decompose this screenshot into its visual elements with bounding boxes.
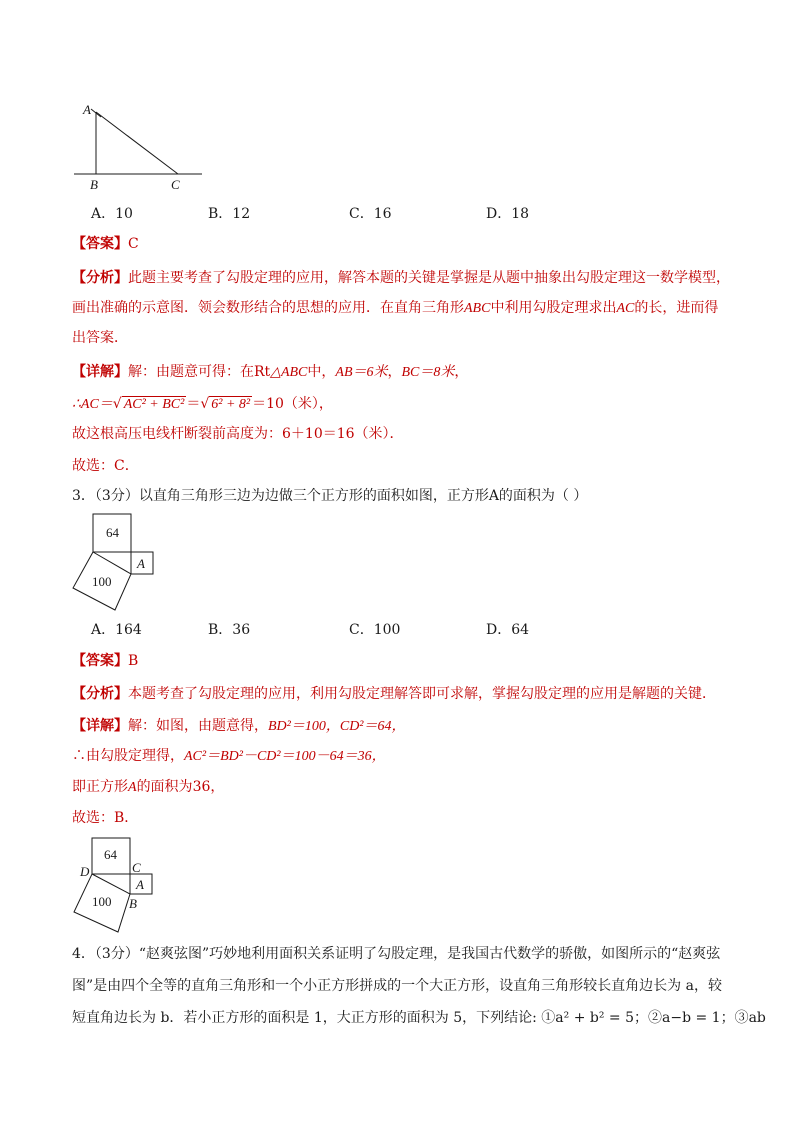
detail-text: 的面积为 xyxy=(136,779,193,795)
math-ac: AC xyxy=(616,301,635,316)
q3-detail-1 xyxy=(72,716,406,737)
label-64: 64 xyxy=(106,525,119,540)
sqrt-expression: 6² + 8² xyxy=(211,397,251,412)
q2-detail-4: 故选：C． xyxy=(72,458,139,474)
math-bc: BC＝8米 xyxy=(401,365,455,380)
math-abc: ABC xyxy=(464,301,491,316)
analysis-text: 画出准确的示意图．领会数形结合的思想的应用．在直角三角形 xyxy=(72,300,464,316)
q3-option-a: A．164 xyxy=(91,622,142,638)
answer-tag: 【答案】 xyxy=(72,236,128,252)
q2-answer xyxy=(72,234,139,254)
q3-detail-3 xyxy=(72,777,224,798)
detail-tag: 【详解】 xyxy=(72,718,128,734)
q2-analysis-3: 出答案． xyxy=(72,330,128,346)
q2-option-c: C．16 xyxy=(349,206,392,222)
label-64: 64 xyxy=(104,847,117,862)
q4-line-2: 图”是由四个全等的直角三角形和一个小正方形拼成的一个大正方形，设直角三角形较长直角边长为 a，较 xyxy=(72,978,722,994)
detail-value: 36 xyxy=(192,779,211,795)
q4-line-3: 短直角边长为 b．若小正方形的面积是 1，大正方形的面积为 5，下列结论: ①a² + b² = 5；②a−b = 1；③ab xyxy=(72,1010,766,1026)
wire-ac xyxy=(96,112,178,174)
detail-text: ， xyxy=(387,364,402,380)
q3-analysis xyxy=(72,684,716,704)
answer-tag: 【答案】 xyxy=(72,653,128,669)
detail-text: 解：由题意可得：在Rt xyxy=(128,364,271,380)
q2-detail-1 xyxy=(72,362,468,383)
math-equation: AC²＝BD²－CD²＝100－64＝36， xyxy=(184,749,386,764)
analysis-text: 此题主要考查了勾股定理的应用，解答本题的关键是掌握是从题中抽象出勾股定理这一数学模型， xyxy=(128,270,730,286)
q2-option-a: A．10 xyxy=(91,206,133,222)
q2-analysis-1 xyxy=(72,268,730,288)
q2-option-d: D．18 xyxy=(486,206,530,222)
squares-figure-labeled xyxy=(74,836,174,941)
label-a: A xyxy=(137,556,145,571)
math-bd-cd: BD²＝100，CD²＝64， xyxy=(268,719,406,734)
math-a: A xyxy=(128,780,137,795)
label-a: A xyxy=(83,102,91,117)
label-100: 100 xyxy=(92,894,112,909)
detail-text: 即正方形 xyxy=(72,779,128,795)
label-c: C xyxy=(171,177,180,192)
math-triangle: △ABC xyxy=(270,365,308,380)
detail-text: 中， xyxy=(307,364,336,380)
detail-text: ， xyxy=(454,364,469,380)
sqrt-expression: AC² + BC² xyxy=(123,397,185,412)
detail-text: ＝10（米）， xyxy=(252,396,333,412)
squares-figure xyxy=(70,512,170,617)
q3-option-c: C．100 xyxy=(349,622,401,638)
label-c: C xyxy=(132,860,141,875)
q2-detail-2: ∴AC＝√ AC² + BC² ＝√ 6² + 8² ＝10（米）， xyxy=(72,396,333,412)
analysis-text: 中利用勾股定理求出 xyxy=(490,300,617,316)
analysis-tag: 【分析】 xyxy=(72,270,128,286)
label-d: D xyxy=(80,864,90,879)
math-ac: ∴AC＝ xyxy=(72,397,113,412)
label-100: 100 xyxy=(92,574,112,589)
answer-value: C xyxy=(128,236,139,252)
q3-option-d: D．64 xyxy=(486,622,530,638)
label-b: B xyxy=(129,896,137,911)
label-a: A xyxy=(136,877,144,892)
triangle-figure xyxy=(70,100,210,195)
q3-answer xyxy=(72,651,138,671)
detail-tag: 【详解】 xyxy=(72,364,128,380)
q3-detail-2 xyxy=(72,746,386,767)
q2-analysis-2 xyxy=(72,298,718,319)
math-ab: AB＝6米 xyxy=(335,365,388,380)
q3-option-b: B．36 xyxy=(208,622,251,638)
q2-detail-3: 故这根高压电线杆断裂前高度为：6＋10＝16（米）． xyxy=(72,426,404,442)
q3-detail-4: 故选：B． xyxy=(72,810,139,826)
q4-line-1: 4．（3分）“赵爽弦图”巧妙地利用面积关系证明了勾股定理，是我国古代数学的骄傲，如图所示的“赵爽弦 xyxy=(72,946,721,962)
analysis-text: 的长，进而得 xyxy=(634,300,719,316)
analysis-tag: 【分析】 xyxy=(72,686,128,702)
detail-text: ， xyxy=(210,779,225,795)
detail-text: 解：如图，由题意得， xyxy=(128,718,268,734)
q2-option-b: B．12 xyxy=(208,206,251,222)
q3-question: 3．（3分）以直角三角形三边为边做三个正方形的面积如图，正方形A的面积为（ ） xyxy=(72,488,588,504)
detail-text: ＝ xyxy=(186,396,201,412)
analysis-text: 本题考查了勾股定理的应用，利用勾股定理解答即可求解，掌握勾股定理的应用是解题的关键． xyxy=(128,686,716,702)
detail-text: ∴由勾股定理得， xyxy=(72,748,184,764)
answer-value: B xyxy=(128,653,139,669)
label-b: B xyxy=(90,177,98,192)
